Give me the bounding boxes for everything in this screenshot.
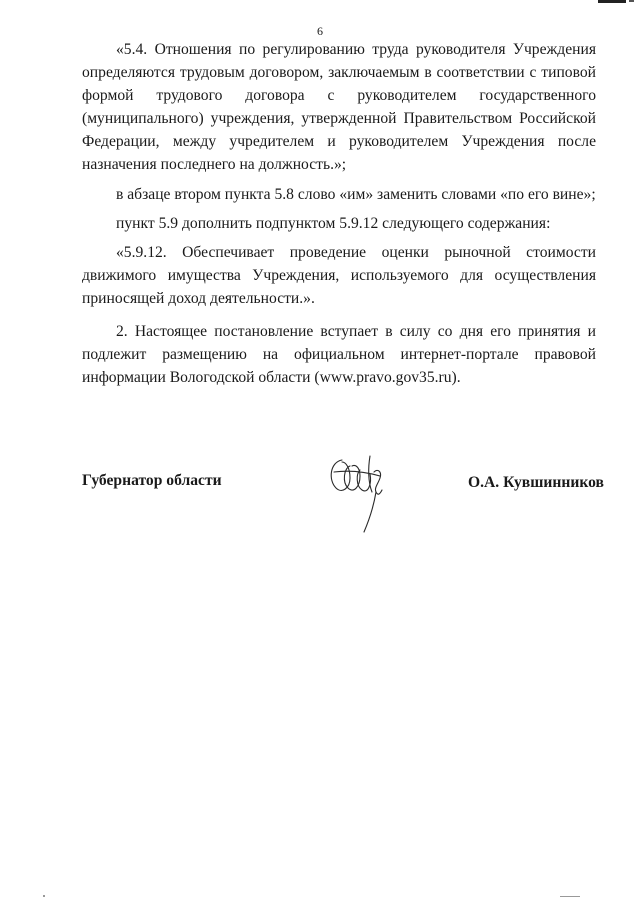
- page-number: 6: [317, 24, 323, 38]
- paragraph-5-9-12: «5.9.12. Обеспечивает проведение оценки рыночной стоимости движимого имущества Учреждения, используемого для осуществления приносящей доход деятельности.».: [82, 243, 596, 307]
- document-body: [82, 38, 596, 389]
- handwritten-signature: [320, 448, 400, 538]
- scan-corner-mark: [598, 0, 626, 3]
- scan-corner-mark-small: [629, 0, 634, 2]
- scan-foot-mark: [560, 896, 580, 897]
- signatory-name: О.А. Кувшинников: [468, 474, 604, 491]
- signatory-title: Губернатор области: [82, 472, 222, 489]
- paragraph-2-effective: 2. Настоящее постановление вступает в силу со дня его принятия и подлежит размещению на официальном интернет-портале правовой информации Вологодской области (www.pravo.gov35.ru).: [82, 323, 596, 387]
- paragraph-5-9-amendment: пункт 5.9 дополнить подпунктом 5.9.12 следующего содержания:: [116, 214, 551, 232]
- scan-foot-mark: [43, 895, 45, 897]
- paragraph-5-4: «5.4. Отношения по регулированию труда руководителя Учреждения определяются трудовым договором, заключаемым в соответствии с типовой формой трудового договора с руководителем государственного (муниципального) учреждения, утвержденной Правительством Российской Федерации, между учредителем и руководителем Учреждения после назначения последнего на должность.»;: [82, 41, 596, 174]
- paragraph-5-8-amendment: в абзаце втором пункта 5.8 слово «им» заменить словами «по его вине»;: [116, 185, 596, 203]
